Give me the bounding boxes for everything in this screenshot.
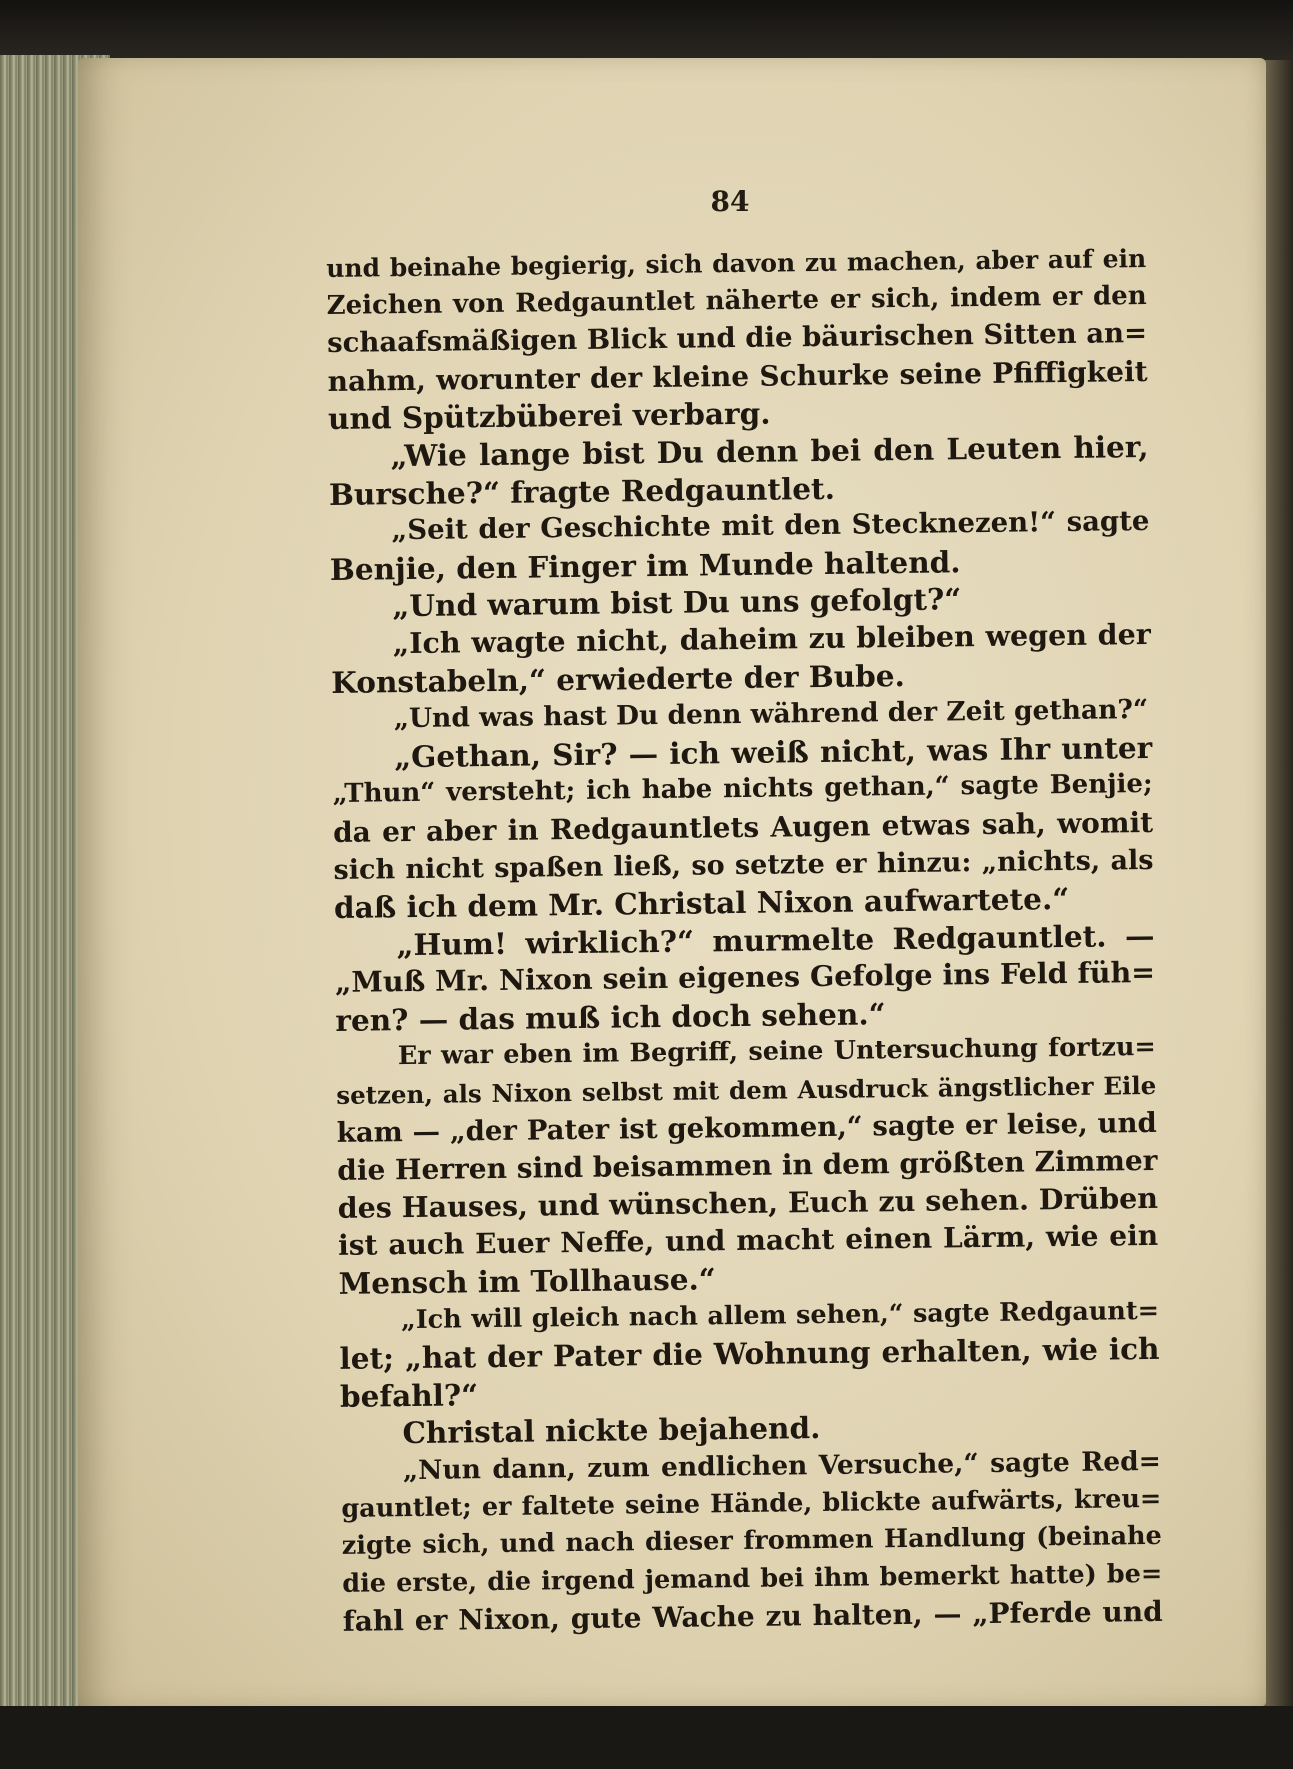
text-line: fahl er Nixon, gute Wache zu halten, — „Pferde und bbox=[342, 1595, 1163, 1639]
text-line: die erste, die irgend jemand bei ihm bemerkt hatte) be= bbox=[342, 1558, 1163, 1599]
text-line: schaafsmäßigen Blick und die bäurischen Sitten an= bbox=[326, 317, 1148, 360]
page-number: 84 bbox=[710, 185, 750, 218]
text-line: Er war eben im Begriff, seine Untersuchung fortzu= bbox=[397, 1032, 1156, 1072]
scanner-background-top bbox=[0, 0, 1293, 60]
text-line: ist auch Euer Neffe, und macht einen Lärm, wie ein bbox=[337, 1219, 1159, 1263]
scanner-background-bottom bbox=[0, 1706, 1293, 1769]
text-line: „Ich wagte nicht, daheim zu bleiben wegen der bbox=[392, 616, 1151, 661]
text-line: setzen, als Nixon selbst mit dem Ausdruck ängstlicher Eile bbox=[336, 1070, 1157, 1110]
text-line: die Herren sind beisammen in dem größten Zimmer bbox=[337, 1144, 1158, 1188]
text-line: „Ich will gleich nach allem sehen,“ sagte Redgaunt= bbox=[400, 1295, 1160, 1335]
text-line: gauntlet; er faltete seine Hände, blickte aufwärts, kreu= bbox=[341, 1483, 1162, 1524]
text-line: „Wie lange bist Du denn bei den Leuten hier, bbox=[390, 428, 1149, 474]
text-line: ren? — das muß ich doch sehen.“ bbox=[335, 996, 886, 1038]
text-line: befahl?“ bbox=[339, 1377, 479, 1414]
text-line: und beinahe begierig, sich davon zu machen, aber auf ein bbox=[326, 243, 1147, 283]
text-line: da er aber in Redgauntlets Augen etwas sah, womit bbox=[332, 805, 1154, 849]
text-line: Bursche?“ fragte Redgauntlet. bbox=[328, 470, 836, 512]
text-line: „Seit der Geschichte mit den Stecknezen!“ sagte bbox=[391, 505, 1150, 547]
text-line: zigte sich, und nach dieser frommen Handlung (beinahe bbox=[341, 1521, 1162, 1562]
text-line: des Hauses, und wünschen, Euch zu sehen. Drüben bbox=[337, 1180, 1159, 1225]
text-line: „Und was hast Du denn während der Zeit gethan?“ bbox=[393, 694, 1149, 735]
text-line: „Nun dann, zum endlichen Versuche,“ sagte Red= bbox=[402, 1445, 1162, 1487]
text-line: Christal nickte bejahend. bbox=[402, 1410, 821, 1451]
text-line: „Muß Mr. Nixon sein eigenes Gefolge ins Feld füh= bbox=[334, 955, 1156, 1000]
text-line: und Spützbüberei verbarg. bbox=[327, 395, 771, 437]
text-line: Mensch im Tollhause.“ bbox=[338, 1261, 716, 1301]
text-line: daß ich dem Mr. Christal Nixon aufwartete.“ bbox=[333, 881, 1070, 926]
text-line: „Gethan, Sir? — ich weiß nicht, was Ihr unter bbox=[393, 729, 1153, 774]
text-line: let; „hat der Pater die Wohnung erhalten, wie ich bbox=[339, 1331, 1160, 1377]
body-text bbox=[326, 240, 1163, 1641]
text-line: Zeichen von Redgauntlet näherte er sich, indem er den bbox=[326, 280, 1147, 321]
text-line: Konstabeln,“ erwiederte der Bube. bbox=[331, 657, 906, 700]
text-line: Benjie, den Finger im Munde haltend. bbox=[329, 544, 961, 587]
text-line: kam — „der Pater ist gekommen,“ sagte er leise, und bbox=[336, 1106, 1157, 1149]
text-line: „Und warum bist Du uns gefolgt?“ bbox=[392, 581, 962, 624]
text-line: „Hum! wirklich?“ murmelte Redgauntlet. — bbox=[396, 917, 1155, 962]
text-line: sich nicht spaßen ließ, so setzte er hinzu: „nichts, als bbox=[333, 844, 1154, 886]
text-line: nahm, worunter der kleine Schurke seine Pfiffigkeit bbox=[327, 354, 1148, 398]
text-line: „Thun“ versteht; ich habe nichts gethan,“ sagte Benjie; bbox=[332, 769, 1153, 810]
